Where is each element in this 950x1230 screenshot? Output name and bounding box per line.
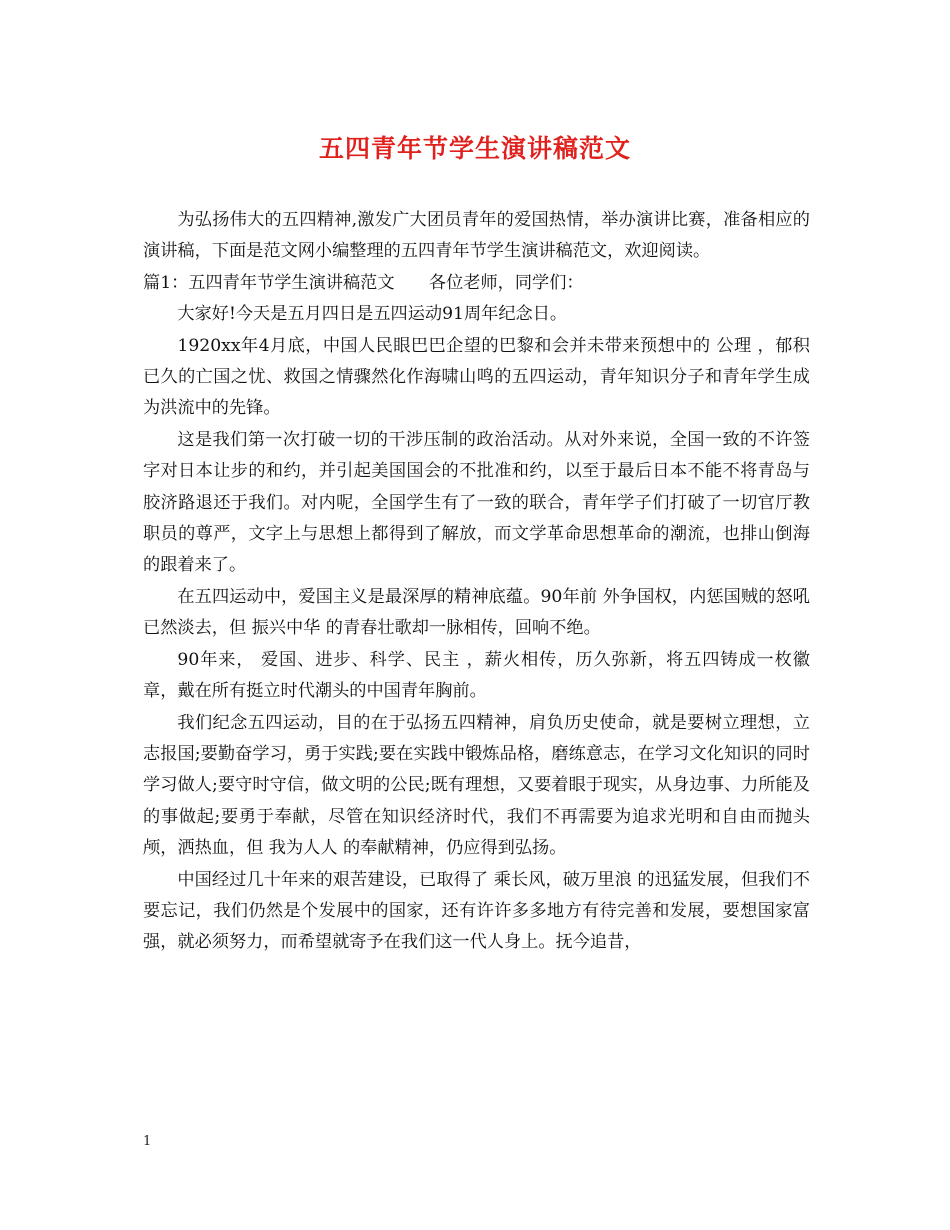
paragraph-development: 中国经过几十年来的艰苦建设，已取得了 乘长风，破万里浪 的迅猛发展，但我们不要忘记，我们仍然是个发展中的国家，还有许许多多地方有待完善和发展，要想国家富强，就必须努力，而希望就寄予在我们这一代人身上。抚今追昔， (143, 869, 810, 953)
page-number: 1 (143, 1134, 152, 1149)
document-title: 五四青年节学生演讲稿范文 (318, 134, 631, 163)
paragraph-commemoration: 我们纪念五四运动，目的在于弘扬五四精神，肩负历史使命，就是要树立理想，立志报国;要勤奋学习，勇于实践;要在实践中锻炼品格，磨练意志，在学习文化知识的同时学习做人;要守时守信，做文明的公民;既有理想，又要着眼于现实，从身边事、力所能及的事做起;要勇于奉献，尽管在知识经济时代，我们不再需要为追求光明和自由而抛头颅，洒热血，但 我为人人 的奉献精神，仍应得到弘扬。 (143, 712, 810, 859)
paragraph-history: 1920xx年4月底，中国人民眼巴巴企望的巴黎和会并未带来预想中的 公理 ，郁积已久的亡国之忧、救国之情骤然化作海啸山鸣的五四运动，青年知识分子和青年学生成为洪流中的先锋。 (143, 335, 810, 419)
paragraph-political-activity: 这是我们第一次打破一切的干涉压制的政治活动。从对外来说，全国一致的不许签字对日本让步的和约，并引起美国国会的不批准和约，以至于最后日本不能不将青岛与胶济路退还于我们。对内呢，全国学生有了一致的联合，青年学子们打破了一切官厅教职员的尊严，文字上与思想上都得到了解放，而文学革命思想革命的潮流，也排山倒海的跟着来了。 (143, 429, 810, 576)
paragraph-section-heading: 篇1：五四青年节学生演讲稿范文 各位老师，同学们： (143, 272, 584, 293)
paragraph-intro: 为弘扬伟大的五四精神,激发广大团员青年的爱国热情，举办演讲比赛，准备相应的演讲稿，下面是范文网小编整理的五四青年节学生演讲稿范文，欢迎阅读。 (143, 210, 810, 262)
paragraph-patriotism: 在五四运动中，爱国主义是最深厚的精神底蕴。90年前 外争国权，内惩国贼的怒吼已然淡去，但 振兴中华 的青春壮歌却一脉相传，回响不绝。 (143, 586, 810, 639)
document-body (143, 205, 810, 959)
paragraph-ninety-years: 90年来， 爱国、进步、科学、民主 ，薪火相传，历久弥新，将五四铸成一枚徽章，戴在所有挺立时代潮头的中国青年胸前。 (143, 649, 810, 702)
paragraph-greeting: 大家好!今天是五月四日是五四运动91周年纪念日。 (177, 304, 568, 325)
